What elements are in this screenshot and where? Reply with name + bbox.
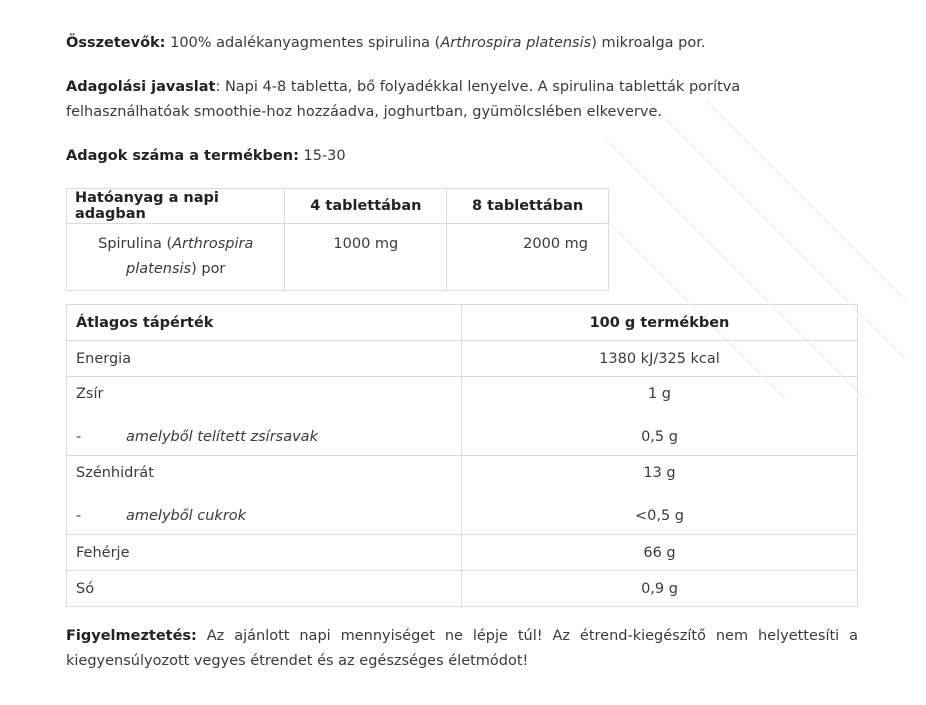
ingredients-text-end: ) mikroalga por. — [591, 35, 706, 51]
nutrition-table — [66, 304, 858, 607]
dose-ingredient-post: ) por — [191, 261, 226, 277]
dose-value-4: 1000 mg — [285, 224, 447, 291]
nutrition-header-row — [67, 305, 858, 341]
servings-label: Adagok száma a termékben: — [66, 148, 299, 164]
carbs-sub-value: <0,5 g — [634, 508, 685, 524]
carbs-value: 13 g — [643, 465, 676, 481]
dose-header-8: 8 tablettában — [447, 189, 609, 224]
warning-paragraph — [66, 624, 858, 674]
servings-value: 15-30 — [298, 148, 346, 164]
dose-table-header-row — [67, 189, 609, 224]
nutrition-row-carbs — [67, 456, 858, 535]
carbs-sub-label: amelyből cukrok — [126, 508, 247, 524]
servings-paragraph — [66, 144, 858, 169]
nutrition-row-energy — [67, 341, 858, 377]
nutrition-row-fat — [67, 377, 858, 456]
dose-header-ingredient: Hatóanyag a napi adagban — [67, 189, 285, 224]
dosage-paragraph — [66, 75, 858, 125]
fat-sub-value: 0,5 g — [641, 429, 678, 445]
warning-label: Figyelmeztetés: — [66, 628, 197, 644]
fat-sub-label: amelyből telített zsírsavak — [126, 429, 318, 445]
fat-label-cell — [67, 377, 462, 456]
nutrition-row-salt — [67, 571, 858, 607]
protein-value: 66 g — [462, 535, 858, 571]
dosage-label: Adagolási javaslat — [66, 79, 216, 95]
nutrition-header-value: 100 g termékben — [462, 305, 858, 341]
energy-value: 1380 kJ/325 kcal — [462, 341, 858, 377]
dose-ingredient-cell — [67, 224, 285, 291]
dose-ingredient-pre: Spirulina ( — [98, 236, 173, 252]
fat-sub-dash: - — [76, 429, 82, 445]
dose-value-8: 2000 mg — [447, 224, 609, 291]
carbs-sub-dash: - — [76, 508, 82, 524]
ingredients-paragraph — [66, 31, 858, 56]
ingredients-latin: Arthrospira platensis — [440, 35, 592, 51]
fat-label: Zsír — [76, 386, 104, 402]
fat-value: 1 g — [647, 386, 672, 402]
dose-header-4: 4 tablettában — [285, 189, 447, 224]
dose-ingredient-latin: Arthrospira platensis — [126, 236, 254, 277]
dose-table — [66, 188, 609, 291]
nutrition-header-label: Átlagos tápérték — [67, 305, 462, 341]
carbs-sub-row — [76, 483, 452, 526]
fat-value-cell — [462, 377, 858, 456]
carbs-value-cell — [462, 456, 858, 535]
energy-label: Energia — [67, 341, 462, 377]
warning-text: Az ajánlott napi mennyiséget ne lépje túl! Az étrend-kiegészítő nem helyettesíti a kiegyensúlyozott vegyes étrendet és az egészséges életmódot! — [66, 628, 858, 669]
ingredients-label: Összetevők: — [66, 35, 166, 51]
dose-table-row — [67, 224, 609, 291]
carbs-label-cell — [67, 456, 462, 535]
ingredients-text: 100% adalékanyagmentes spirulina ( — [165, 35, 441, 51]
dosage-text: : Napi 4-8 tabletta, bő folyadékkal lenyelve. A spirulina tabletták porítva felhasználhatóak smoothie-hoz hozzáadva, joghurtban, gyümölcslében elkeverve. — [66, 79, 741, 120]
salt-label: Só — [67, 571, 462, 607]
carbs-label: Szénhidrát — [76, 465, 154, 481]
fat-sub-row — [76, 404, 452, 447]
salt-value: 0,9 g — [462, 571, 858, 607]
protein-label: Fehérje — [67, 535, 462, 571]
nutrition-row-protein — [67, 535, 858, 571]
